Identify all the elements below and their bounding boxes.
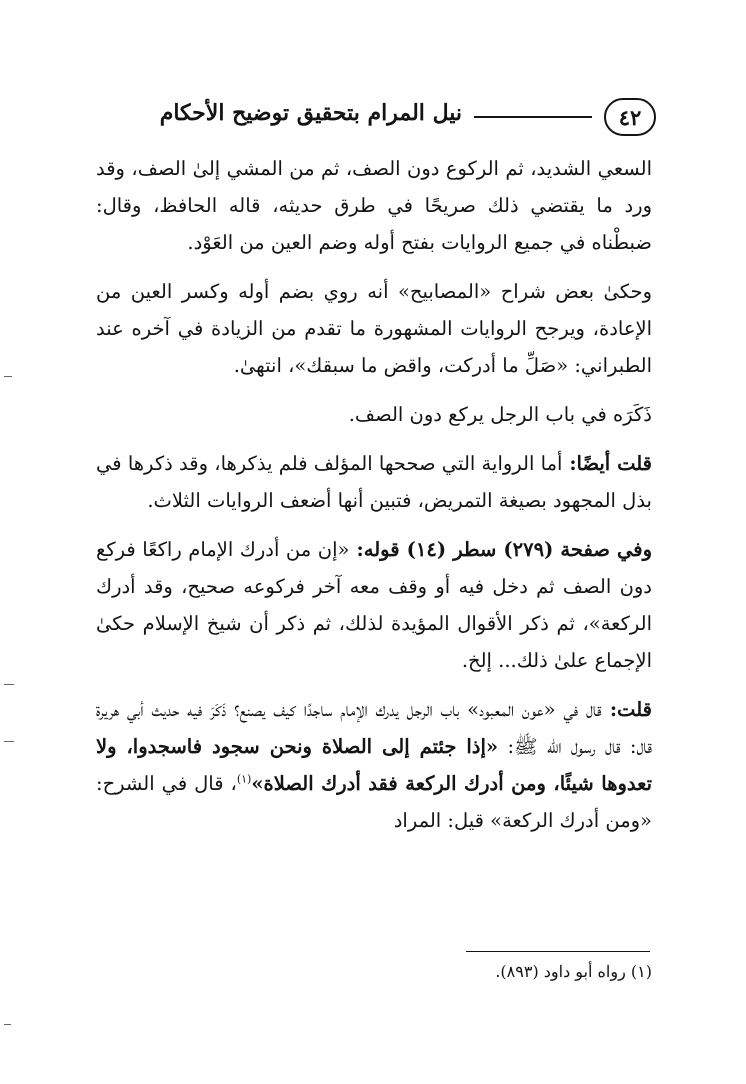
text-run: وحكىٰ بعض شراح «المصابيح» أنه روي بضم أوله وكسر العين من الإعادة، ويرجح الروايات المشهورة ما تقدم من الزيادة في آخره عند الطبراني: «صَلِّ ما أدركت، واقض ما سبقك»، انتهىٰ. bbox=[96, 280, 652, 377]
text-run: قال في «عون المعبود» باب الرجل يدرك الإمام ساجدًا كيف يصنع؟ ذَكَرَ فيه حديث أبي هريرة قال: قال رسول الله ﷺ: bbox=[96, 698, 652, 758]
header-rule bbox=[474, 116, 592, 118]
scan-edge-mark bbox=[4, 1024, 11, 1025]
text-run: «إن من أدرك الإمام راكعًا فركع دون الصف ثم دخل فيه أو وقف معه آخر فركوعه صحيح، وقد أدرك الركعة»، ثم ذكر الأقوال المؤيدة لذلك، ثم ذكر أن شيخ الإسلام حكىٰ الإجماع علىٰ ذلك... إلخ. bbox=[96, 538, 652, 672]
paragraph bbox=[96, 150, 652, 261]
text-run: ذَكَرَه في باب الرجل يركع دون الصف. bbox=[348, 403, 652, 426]
bold-text: قلت: bbox=[601, 698, 652, 721]
paragraph bbox=[96, 445, 652, 519]
body-text bbox=[96, 150, 652, 851]
paragraph bbox=[96, 273, 652, 384]
bold-text: «إذا جئتم إلى الصلاة ونحن سجود فاسجدوا، ولا تعدوها شيئًا، ومن أدرك الركعة فقد أدرك الصلاة» bbox=[96, 735, 652, 795]
bold-text: وفي صفحة (٢٧٩) سطر (١٤) قوله: bbox=[349, 538, 653, 561]
text-run: السعي الشديد، ثم الركوع دون الصف، ثم من المشي إلىٰ الصف، وقد ورد ما يقتضي ذلك صريحًا في طرق حديثه، قاله الحافظ، وقال: ضبطْناه في جميع الروايات بفتح أوله وضم العين من العَوْد. bbox=[96, 157, 652, 254]
scan-edge-mark bbox=[4, 684, 14, 685]
book-title: نيل المرام بتحقيق توضيح الأحكام bbox=[159, 100, 462, 126]
paragraph bbox=[96, 531, 652, 679]
paragraph bbox=[96, 691, 652, 839]
footnote: (١) رواه أبو داود (٨٩٣). bbox=[495, 962, 652, 981]
running-header bbox=[96, 98, 656, 138]
scan-edge-mark bbox=[4, 376, 12, 377]
footnote-ref: (١) bbox=[236, 772, 252, 786]
page-number-badge bbox=[604, 98, 656, 136]
bold-text: قلت أيضًا: bbox=[562, 452, 652, 475]
paragraph bbox=[96, 396, 652, 433]
page-number: ٤٢ bbox=[618, 104, 642, 130]
footnote-separator bbox=[466, 951, 650, 952]
scan-edge-mark bbox=[4, 741, 14, 742]
text-run: ، قال في الشرح: «ومن أدرك الركعة» قيل: المراد bbox=[96, 772, 652, 832]
text-run: أما الرواية التي صححها المؤلف فلم يذكرها، وقد ذكرها في بذل المجهود بصيغة التمريض، فتبين أنها أضعف الروايات الثلاث. bbox=[96, 452, 652, 512]
